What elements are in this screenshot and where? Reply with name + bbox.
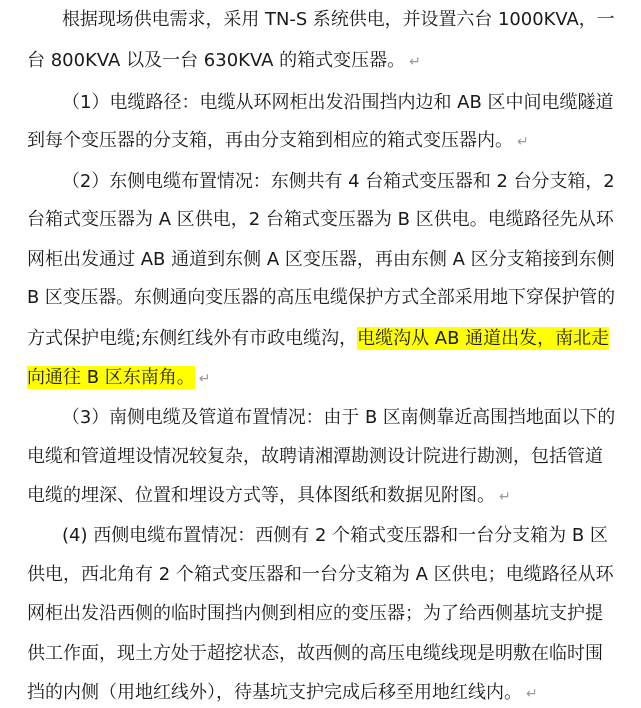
text-line-content: 挡的内侧（用地红线外），待基坑支护完成后移至用地红线内。: [27, 682, 522, 703]
text-line: 供工作面，现土方处于超挖状态，故西侧的高压电缆线现是明敷在临时围: [27, 643, 603, 664]
text-line: [27, 325, 609, 353]
paragraph-mark-icon: ↵: [517, 134, 529, 150]
text-line: [27, 679, 538, 707]
text-line: [27, 364, 211, 392]
text-line-content: 方式保护电缆;东侧红线外有市政电缆沟，: [27, 328, 358, 349]
text-line: （1）电缆路径：电缆从环网柜出发沿围挡内边和 AB 区中间电缆隧道: [62, 92, 614, 113]
text-line: 电缆和管道埋设情况较复杂，故聘请湘潭勘测设计院进行勘测，包括管道: [27, 446, 603, 467]
text-line: 网柜出发沿西侧的临时围挡内侧到相应的变压器；为了给西侧基坑支护提: [27, 603, 603, 624]
text-line: （2）东侧电缆布置情况：东侧共有 4 台箱式变压器和 2 台分支箱，2: [62, 171, 615, 192]
paragraph-mark-icon: ↵: [409, 54, 421, 70]
highlighted-text: 向通往 B 区东南角。: [27, 367, 195, 388]
text-line-content: 到每个变压器的分支箱，再由分支箱到相应的箱式变压器内。: [27, 130, 513, 151]
text-line: 网柜出发通过 AB 通道到东侧 A 区变压器，再由东侧 A 区分支箱接到东侧: [27, 249, 615, 270]
paragraph-mark-icon: ↵: [499, 489, 511, 505]
text-line: 台箱式变压器为 A 区供电，2 台箱式变压器为 B 区供电。电缆路径先从环: [27, 209, 614, 230]
text-line: [27, 482, 511, 510]
paragraph-mark-icon: ↵: [198, 371, 211, 387]
text-line: [27, 127, 529, 155]
paragraph-mark-icon: ↵: [526, 686, 538, 702]
text-line-content: 电缆的埋深、位置和埋设方式等，具体图纸和数据见附图。: [27, 485, 495, 506]
text-line: [27, 47, 421, 75]
highlighted-text: 电缆沟从 AB 通道出发，南北走: [357, 328, 610, 349]
text-line: （3）南侧电缆及管道布置情况：由于 B 区南侧靠近高围挡地面以下的: [62, 407, 616, 428]
text-line-content: 台 800KVA 以及一台 630KVA 的箱式变压器。: [27, 50, 406, 71]
text-line: 根据现场供电需求，采用 TN-S 系统供电，并设置六台 1000KVA，一: [62, 9, 615, 30]
text-line: 供电，西北角有 2 个箱式变压器和一台分支箱为 A 区供电；电缆路径从环: [27, 564, 614, 585]
text-line: B 区变压器。东侧通向变压器的高压电缆保护方式全部采用地下穿保护管的: [27, 287, 616, 308]
text-line: (4) 西侧电缆布置情况：西侧有 2 个箱式变压器和一台分支箱为 B 区: [62, 525, 608, 546]
